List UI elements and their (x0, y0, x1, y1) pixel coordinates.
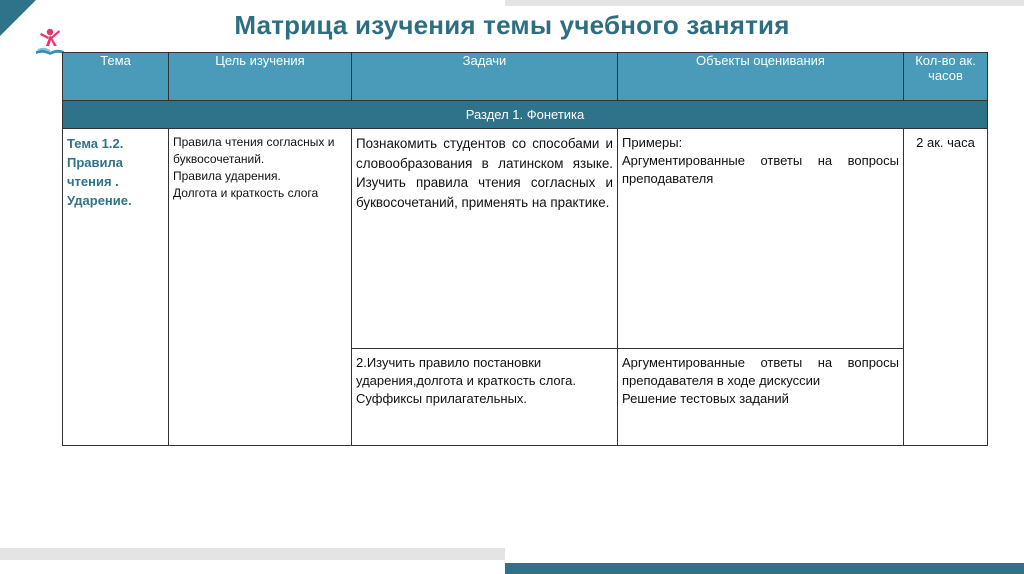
topic-line: Ударение. (67, 193, 132, 208)
table-row (63, 129, 988, 349)
assessment2-line: Решение тестовых заданий (622, 391, 789, 406)
header-hours: Кол-во ак. часов (904, 53, 988, 101)
assessment1-cell (618, 129, 904, 349)
section-title: Раздел 1. Фонетика (63, 101, 988, 129)
study-matrix-table (62, 52, 988, 446)
page-title: Матрица изучения темы учебного занятия (234, 10, 790, 40)
header-goal: Цель изучения (169, 53, 352, 101)
task1-cell (352, 129, 618, 349)
header-tasks: Задачи (352, 53, 618, 101)
bottom-right-bar (505, 563, 1024, 574)
topic-line: Тема 1.2. (67, 136, 124, 151)
hours-value: 2 ак. часа (916, 135, 975, 150)
topic-line: Правила (67, 155, 123, 170)
assessment1-line: Аргументированные ответы на вопросы преподавателя (622, 153, 899, 186)
task2-line: 2.Изучить правило постановки (356, 355, 542, 370)
goal-line: буквосочетаний. (173, 152, 265, 166)
hours-cell (904, 129, 988, 446)
header-row (63, 53, 988, 101)
task2-line: Суффиксы прилагательных. (356, 391, 528, 406)
bottom-left-bar (0, 548, 505, 560)
goal-line: Долгота и краткость слога (173, 186, 319, 200)
goal-line: Правила чтения согласных и (173, 135, 335, 149)
goal-cell (169, 129, 352, 446)
assessment2-cell (618, 349, 904, 446)
task2-cell (352, 349, 618, 446)
section-row (63, 101, 988, 129)
assessment1-line: Примеры: (622, 135, 683, 150)
header-topic: Тема (63, 53, 169, 101)
task1-text: Познакомить студентов со способами и словообразования в латинском языке. Изучить правила чтения согласных и буквосочетаний, применять на практике. (356, 136, 613, 210)
topic-line: чтения . (67, 174, 119, 189)
topic-cell (63, 129, 169, 446)
task2-line: ударения,долгота и краткость слога. (356, 373, 576, 388)
assessment2-line: Аргументированные ответы на вопросы преподавателя в ходе дискуссии (622, 355, 899, 388)
goal-line: Правила ударения. (173, 169, 281, 183)
header-assessment: Объекты оценивания (618, 53, 904, 101)
top-decorative-bar (505, 0, 1024, 6)
